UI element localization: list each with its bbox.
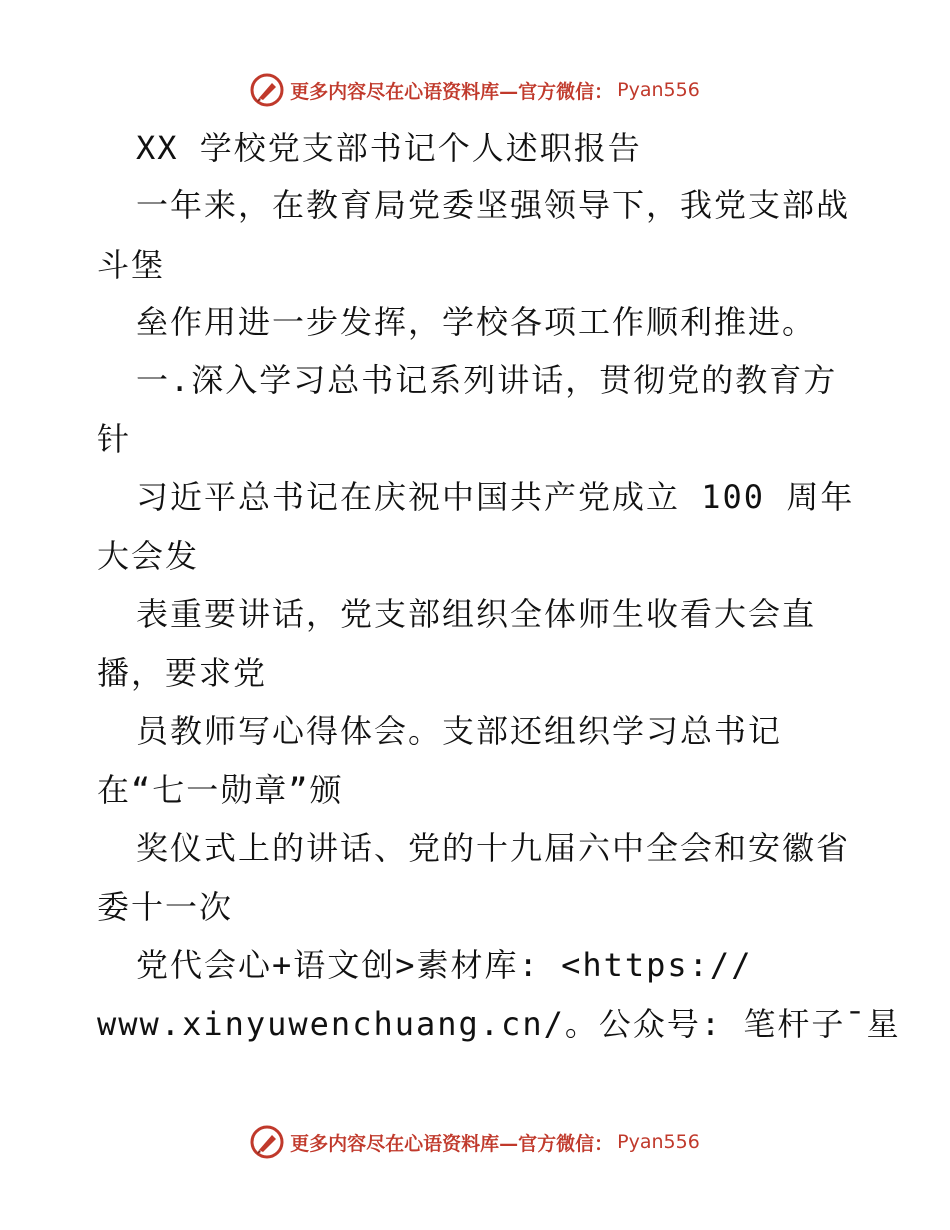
header-watermark-banner <box>0 70 950 110</box>
section-heading: 一.深入学习总书记系列讲话，贯彻党的教育方 <box>136 361 838 399</box>
footer-watermark-banner <box>0 1122 950 1162</box>
paragraph-line: www.xinyuwenchuang.cn/。公众号: 笔杆子¯星 <box>97 1005 901 1043</box>
pen-logo-icon <box>250 1125 284 1159</box>
paragraph-line: 员教师写心得体会。支部还组织学习总书记 <box>136 712 783 750</box>
paragraph-line: 委十一次 <box>97 888 234 926</box>
banner-text: 更多内容尽在心语资料库—官方微信： <box>290 1132 614 1155</box>
paragraph-line: 针 <box>97 420 132 458</box>
banner-wechat-id: Pyan556 <box>617 79 700 101</box>
paragraph-line: 党代会心+语文创>素材库: <https:// <box>136 946 753 984</box>
paragraph-line: 习近平总书记在庆祝中国共产党成立 100 周年 <box>136 478 855 516</box>
banner-text: 更多内容尽在心语资料库—官方微信： <box>290 80 614 103</box>
paragraph-line: 一年来，在教育局党委坚强领导下，我党支部战 <box>136 186 851 224</box>
document-title: XX 学校党支部书记个人述职报告 <box>136 129 642 167</box>
pen-logo-icon <box>250 73 284 107</box>
paragraph-line: 斗堡 <box>97 246 166 284</box>
paragraph-line: 表重要讲话，党支部组织全体师生收看大会直 <box>136 595 817 633</box>
paragraph-line: 在“七一勋章”颁 <box>97 771 344 809</box>
banner-wechat-id: Pyan556 <box>617 1131 700 1153</box>
paragraph-line: 垒作用进一步发挥，学校各项工作顺利推进。 <box>136 303 817 341</box>
paragraph-line: 大会发 <box>97 537 200 575</box>
paragraph-line: 奖仪式上的讲话、党的十九届六中全会和安徽省 <box>136 829 851 867</box>
paragraph-line: 播，要求党 <box>97 654 268 692</box>
